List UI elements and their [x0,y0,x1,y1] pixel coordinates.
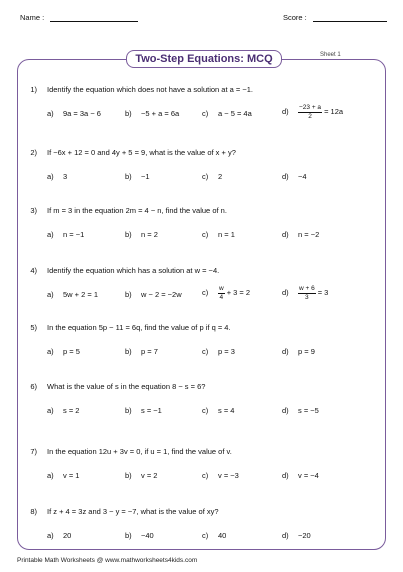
answer-option[interactable] [282,230,319,239]
name-field [20,13,138,22]
option-value: −40 [141,531,154,540]
option-letter: c) [202,531,209,540]
question-text: Identify the equation which has a solution at w = −4. [47,266,220,275]
option-suffix: = 12a [324,107,344,117]
option-value: 2 [218,172,223,181]
option-letter: d) [282,406,289,415]
fraction-denominator: 4 [219,294,224,301]
option-value: −4 [298,172,307,181]
question-number: 3) [30,206,37,215]
question-number: 6) [30,382,37,391]
question-text: In the equation 5p − 11 = 6q, find the value of p if q = 4. [47,323,231,332]
answer-option[interactable] [125,531,154,540]
option-letter: c) [202,172,209,181]
option-value: p = 5 [63,347,80,356]
option-letter: b) [125,471,132,480]
option-value: 5w + 2 = 1 [63,290,99,299]
fraction-numerator: −23 + a [299,104,322,111]
option-value: s = 2 [63,406,80,415]
fraction-numerator: w [219,285,224,292]
option-value: v = −3 [218,471,239,480]
answer-option[interactable] [125,347,158,356]
option-letter: a) [47,290,54,299]
question-number: 4) [30,266,37,275]
fraction [298,104,322,121]
answer-option[interactable] [282,172,307,181]
answer-option[interactable] [47,109,101,118]
option-letter: b) [125,531,132,540]
question-text: If z + 4 = 3z and 3 − y = −7, what is the value of xy? [47,507,219,516]
question-number: 2) [30,148,37,157]
fraction-denominator: 2 [308,113,312,120]
option-value: n = 1 [218,230,235,239]
option-value: v = 2 [141,471,158,480]
option-value: 3 [63,172,68,181]
option-letter: d) [282,107,289,117]
option-value: p = 7 [141,347,158,356]
answer-option[interactable] [125,230,158,239]
answer-option[interactable] [282,104,343,121]
option-value: 40 [218,531,227,540]
option-letter: d) [282,230,289,239]
answer-option[interactable] [47,347,80,356]
score-line[interactable] [313,13,387,22]
name-label: Name : [20,13,45,22]
option-value: n = −2 [298,230,320,239]
score-field [283,13,387,22]
option-letter: b) [125,172,132,181]
answer-option[interactable] [282,285,328,302]
option-value: v = 1 [63,471,80,480]
question-number: 5) [30,323,37,332]
fraction-numerator: w + 6 [299,285,315,292]
question-number: 1) [30,85,37,94]
question-text: If m = 3 in the equation 2m = 4 − n, find the value of n. [47,206,227,215]
answer-option[interactable] [47,531,71,540]
option-value: p = 3 [218,347,235,356]
option-value: s = 4 [218,406,235,415]
option-value: a − 5 = 4a [218,109,252,118]
option-letter: d) [282,347,289,356]
option-suffix: = 3 [317,288,329,298]
option-letter: b) [125,290,132,299]
option-value: s = −1 [141,406,162,415]
fraction [298,285,316,302]
option-letter: b) [125,109,132,118]
option-letter: b) [125,230,132,239]
answer-option[interactable] [125,406,162,415]
option-value: p = 9 [298,347,315,356]
answer-option[interactable] [282,531,311,540]
answer-option[interactable] [47,290,98,299]
option-suffix: + 3 = 2 [226,288,251,298]
option-value: n = 2 [141,230,158,239]
question-text: If −6x + 12 = 0 and 4y + 5 = 9, what is the value of x + y? [47,148,236,157]
option-value: −1 [141,172,150,181]
answer-option[interactable] [125,471,157,480]
option-value: −20 [298,531,311,540]
answer-option[interactable] [282,406,319,415]
question-text: What is the value of s in the equation 8 − s = 6? [47,382,206,391]
footer: Printable Math Worksheets @ www.mathworksheets4kids.com [17,557,198,564]
option-letter: a) [47,406,54,415]
option-letter: c) [202,109,209,118]
option-value: 9a = 3a − 6 [63,109,101,118]
option-letter: a) [47,230,54,239]
option-letter: a) [47,471,54,480]
answer-option[interactable] [202,531,226,540]
option-letter: c) [202,230,209,239]
option-value: 20 [63,531,72,540]
option-letter: a) [47,172,54,181]
option-letter: d) [282,288,289,298]
answer-option[interactable] [125,290,182,299]
option-letter: d) [282,172,289,181]
sheet-label: Sheet 1 [320,52,341,58]
option-letter: c) [202,406,209,415]
answer-option[interactable] [202,109,252,118]
answer-option[interactable] [47,172,67,181]
option-letter: c) [202,471,209,480]
option-letter: d) [282,531,289,540]
option-letter: c) [202,288,209,298]
option-value: n = −1 [63,230,85,239]
question-text: In the equation 12u + 3v = 0, if u = 1, find the value of v. [47,447,232,456]
option-value: −5 + a = 6a [141,109,180,118]
answer-option[interactable] [47,230,84,239]
option-value: v = −4 [298,471,319,480]
question-number: 8) [30,507,37,516]
answer-option[interactable] [202,406,234,415]
answer-option[interactable] [125,172,150,181]
worksheet-title: Two-Step Equations: MCQ [126,50,282,68]
option-letter: b) [125,347,132,356]
answer-option[interactable] [202,230,235,239]
answer-option[interactable] [47,406,79,415]
option-letter: d) [282,471,289,480]
name-line[interactable] [50,13,138,22]
answer-option[interactable] [47,471,79,480]
option-value: w − 2 = −2w [141,290,182,299]
option-letter: b) [125,406,132,415]
option-letter: a) [47,347,54,356]
answer-option[interactable] [282,471,319,480]
answer-option[interactable] [202,285,250,302]
answer-option[interactable] [202,172,222,181]
question-text: Identify the equation which does not have a solution at a = −1. [47,85,253,94]
option-letter: c) [202,347,209,356]
question-number: 7) [30,447,37,456]
fraction-denominator: 3 [305,294,309,301]
score-label: Score : [283,13,307,22]
answer-option[interactable] [125,109,179,118]
option-letter: a) [47,109,54,118]
option-letter: a) [47,531,54,540]
option-value: s = −5 [298,406,319,415]
answer-option[interactable] [202,347,235,356]
fraction [218,285,225,302]
answer-option[interactable] [202,471,239,480]
answer-option[interactable] [282,347,315,356]
